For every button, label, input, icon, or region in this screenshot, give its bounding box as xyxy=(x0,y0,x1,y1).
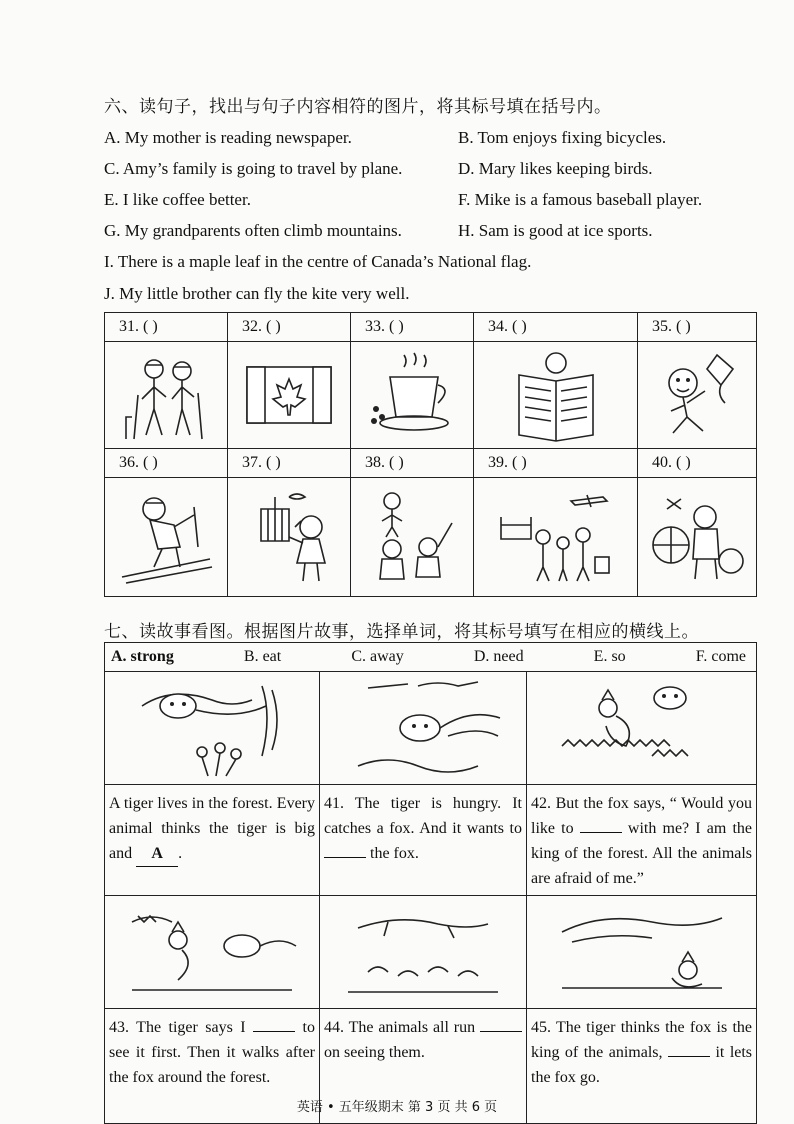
sentence-f: F. Mike is a famous baseball player. xyxy=(458,190,703,209)
blank-45[interactable] xyxy=(668,1056,710,1057)
section7-title: 七、读故事看图。根据图片故事，选择单词，将其标号填写在相应的横线上。 xyxy=(104,622,699,642)
answer-39[interactable]: 39. ( ) xyxy=(474,449,638,478)
sentence-g: G. My grandparents often climb mountains. xyxy=(104,221,402,240)
answer-38[interactable]: 38. ( ) xyxy=(351,449,474,478)
picture-skier xyxy=(105,478,228,597)
answer-40[interactable]: 40. ( ) xyxy=(638,449,757,478)
option-e: E. so xyxy=(593,648,626,665)
word-options xyxy=(105,643,757,672)
sentence-e: E. I like coffee better. xyxy=(104,190,251,209)
story-picture-tiger-forest xyxy=(105,672,320,785)
blank-42[interactable] xyxy=(580,832,622,833)
story-blank-intro: A xyxy=(136,841,178,867)
option-c: C. away xyxy=(351,648,404,665)
story-picture-fox-goes xyxy=(527,896,757,1009)
picture-baseball-players xyxy=(351,478,474,597)
option-a: A. strong xyxy=(111,648,174,665)
picture-coffee-cup xyxy=(351,342,474,449)
story-table xyxy=(104,642,757,1124)
story-44: 44. The animals all run on seeing them. xyxy=(320,1009,527,1124)
answer-33[interactable]: 33. ( ) xyxy=(351,313,474,342)
answer-35[interactable]: 35. ( ) xyxy=(638,313,757,342)
answer-34[interactable]: 34. ( ) xyxy=(474,313,638,342)
picture-match-table xyxy=(104,312,757,597)
sentence-a: A. My mother is reading newspaper. xyxy=(104,128,352,147)
section6-title: 六、读句子，找出与句子内容相符的图片，将其标号填在括号内。 xyxy=(104,97,612,117)
picture-newspaper-reader xyxy=(474,342,638,449)
sentence-c: C. Amy’s family is going to travel by plane. xyxy=(104,159,403,178)
answer-37[interactable]: 37. ( ) xyxy=(228,449,351,478)
picture-kite-boy xyxy=(638,342,757,449)
story-picture-fox-leads-tiger xyxy=(105,896,320,1009)
option-d: D. need xyxy=(473,648,524,665)
story-picture-animals-run xyxy=(320,896,527,1009)
story-45: 45. The tiger thinks the fox is the king of the animals, it lets the fox go. xyxy=(527,1009,757,1124)
sentence-j: J. My little brother can fly the kite very well. xyxy=(104,284,410,303)
story-43: 43. The tiger says I to see it first. Then it walks after the fox around the forest. xyxy=(105,1009,320,1124)
picture-family-plane xyxy=(474,478,638,597)
story-42: 42. But the fox says, “ Would you like to with me? I am the king of the forest. All the animals are afraid of me.” xyxy=(527,785,757,896)
story-picture-fox-talks xyxy=(527,672,757,785)
blank-41[interactable] xyxy=(324,857,366,858)
blank-43[interactable] xyxy=(253,1031,295,1032)
picture-boy-bicycle xyxy=(638,478,757,597)
story-41: 41. The tiger is hungry. It catches a fox. And it wants to the fox. xyxy=(320,785,527,896)
story-picture-tiger-fox xyxy=(320,672,527,785)
picture-climbing-grandparents xyxy=(105,342,228,449)
answer-32[interactable]: 32. ( ) xyxy=(228,313,351,342)
picture-canada-flag xyxy=(228,342,351,449)
page-footer: 英语 • 五年级期末 第 3 页 共 6 页 xyxy=(296,1100,498,1115)
sentence-d: D. Mary likes keeping birds. xyxy=(458,159,653,178)
option-f: F. come xyxy=(695,648,747,665)
sentence-h: H. Sam is good at ice sports. xyxy=(458,221,653,240)
sentence-b: B. Tom enjoys fixing bicycles. xyxy=(458,128,667,147)
picture-girl-birdcage xyxy=(228,478,351,597)
option-b: B. eat xyxy=(243,648,282,665)
sentence-i: I. There is a maple leaf in the centre of Canada’s National flag. xyxy=(104,252,532,271)
story-intro: A tiger lives in the forest. Every animal thinks the tiger is big and A . xyxy=(105,785,320,896)
blank-44[interactable] xyxy=(480,1031,522,1032)
answer-36[interactable]: 36. ( ) xyxy=(105,449,228,478)
answer-31[interactable]: 31. ( ) xyxy=(105,313,228,342)
